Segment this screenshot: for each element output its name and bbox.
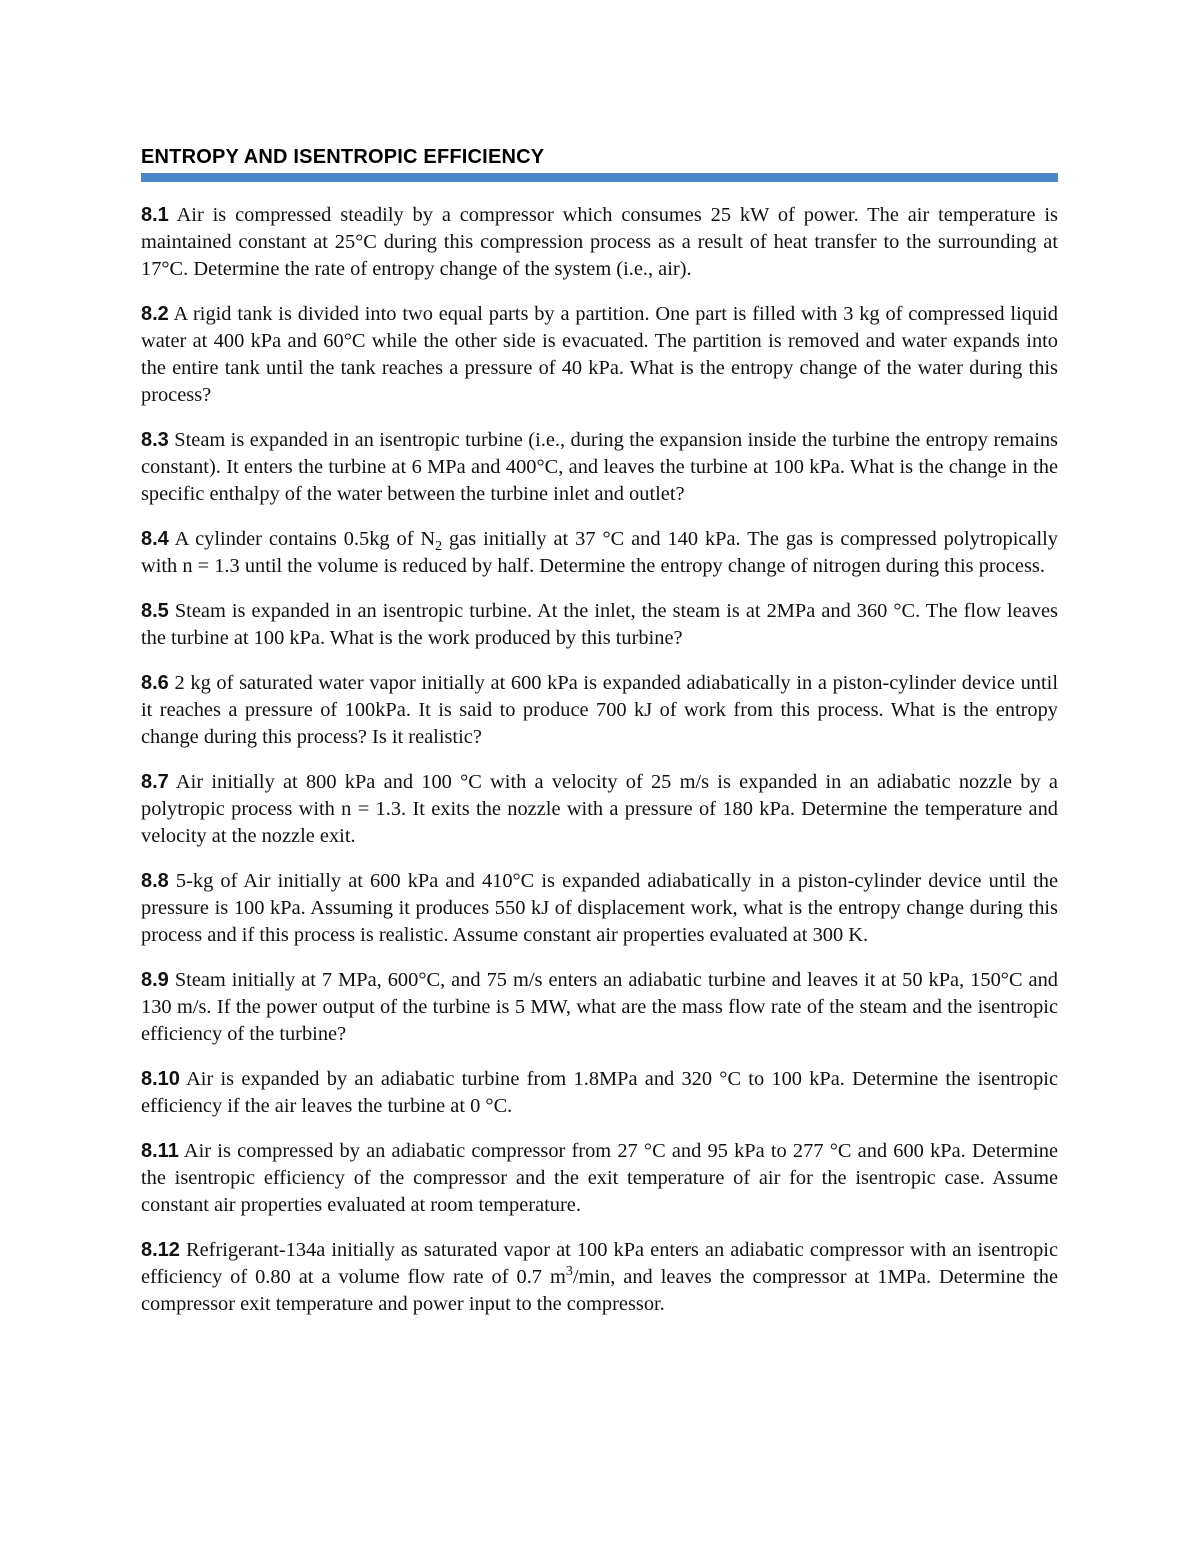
- problem-number: 8.3: [141, 429, 169, 451]
- problem-text: Steam is expanded in an isentropic turbine. At the inlet, the steam is at 2MPa and 360 °C. The flow leaves the turbine at 100 kPa. What is the work produced by this turbine?: [141, 600, 1058, 649]
- problem-number: 8.2: [141, 303, 169, 325]
- problem-8-12: [141, 1237, 1058, 1318]
- problem-8-3: [141, 427, 1058, 508]
- problem-number: 8.8: [141, 870, 169, 892]
- problem-number: 8.7: [141, 771, 169, 793]
- problem-text: Refrigerant-134a initially as saturated vapor at 100 kPa enters an adiabatic compressor with an isentropic efficiency of 0.80 at a volume flow rate of 0.7 m: [141, 1239, 1058, 1288]
- problem-8-5: [141, 598, 1058, 652]
- problem-8-1: [141, 202, 1058, 283]
- problem-8-4: [141, 526, 1058, 580]
- document-page: [141, 143, 1058, 1336]
- problem-text: 2 kg of saturated water vapor initially at 600 kPa is expanded adiabatically in a piston-cylinder device until it reaches a pressure of 100kPa. It is said to produce 700 kJ of work from this process. What is the entropy change during this process? Is it realistic?: [141, 672, 1058, 748]
- problem-8-6: [141, 670, 1058, 751]
- problem-number: 8.10: [141, 1068, 180, 1090]
- problem-8-10: [141, 1066, 1058, 1120]
- problem-number: 8.12: [141, 1239, 180, 1261]
- problem-text: Steam is expanded in an isentropic turbine (i.e., during the expansion inside the turbine the entropy remains constant). It enters the turbine at 6 MPa and 400°C, and leaves the turbine at 100 kPa. What is the change in the specific enthalpy of the water between the turbine inlet and outlet?: [141, 429, 1058, 505]
- subscript: 2: [435, 539, 443, 555]
- problem-text: /min, and leaves the compressor at 1MPa. Determine the compressor exit temperature and power input to the compressor.: [141, 1266, 1058, 1315]
- problem-text: Air is compressed by an adiabatic compressor from 27 °C and 95 kPa to 277 °C and 600 kPa. Determine the isentropic efficiency of the compressor and the exit temperature of air for the isentropic case. Assume constant air properties evaluated at room temperature.: [141, 1140, 1058, 1216]
- problem-text: 5-kg of Air initially at 600 kPa and 410°C is expanded adiabatically in a piston-cylinder device until the pressure is 100 kPa. Assuming it produces 550 kJ of displacement work, what is the entropy change during this process and if this process is realistic. Assume constant air properties evaluated at 300 K.: [141, 870, 1058, 946]
- problem-number: 8.6: [141, 672, 169, 694]
- problem-text: Air is expanded by an adiabatic turbine from 1.8MPa and 320 °C to 100 kPa. Determine the isentropic efficiency if the air leaves the turbine at 0 °C.: [141, 1068, 1058, 1117]
- problem-text: Air initially at 800 kPa and 100 °C with a velocity of 25 m/s is expanded in an adiabatic nozzle by a polytropic process with n = 1.3. It exits the nozzle with a pressure of 180 kPa. Determine the temperature and velocity at the nozzle exit.: [141, 771, 1058, 847]
- problem-number: 8.9: [141, 969, 169, 991]
- problem-8-2: [141, 301, 1058, 409]
- superscript: 3: [565, 1264, 573, 1280]
- problem-number: 8.4: [141, 528, 169, 550]
- problem-text: Air is compressed steadily by a compressor which consumes 25 kW of power. The air temperature is maintained constant at 25°C during this compression process as a result of heat transfer to the surrounding at 17°C. Determine the rate of entropy change of the system (i.e., air).: [141, 204, 1058, 280]
- problem-text: gas initially at 37 °C and 140 kPa. The gas is compressed polytropically with n = 1.3 until the volume is reduced by half. Determine the entropy change of nitrogen during this process.: [141, 528, 1058, 577]
- problem-text: A cylinder contains 0.5kg of N: [174, 528, 436, 550]
- problem-8-7: [141, 769, 1058, 850]
- problem-text: Steam initially at 7 MPa, 600°C, and 75 m/s enters an adiabatic turbine and leaves it at 50 kPa, 150°C and 130 m/s. If the power output of the turbine is 5 MW, what are the mass flow rate of the steam and the isentropic efficiency of the turbine?: [141, 969, 1058, 1045]
- problem-number: 8.11: [141, 1140, 179, 1162]
- title-underline-rule: [141, 173, 1058, 182]
- problem-number: 8.1: [141, 204, 169, 226]
- page-title: ENTROPY AND ISENTROPIC EFFICIENCY: [141, 146, 545, 168]
- problem-8-8: [141, 868, 1058, 949]
- problem-8-9: [141, 967, 1058, 1048]
- problem-number: 8.5: [141, 600, 169, 622]
- problem-8-11: [141, 1138, 1058, 1219]
- problem-text: A rigid tank is divided into two equal parts by a partition. One part is filled with 3 kg of compressed liquid water at 400 kPa and 60°C while the other side is evacuated. The partition is removed and water expands into the entire tank until the tank reaches a pressure of 40 kPa. What is the entropy change of the water during this process?: [141, 303, 1058, 406]
